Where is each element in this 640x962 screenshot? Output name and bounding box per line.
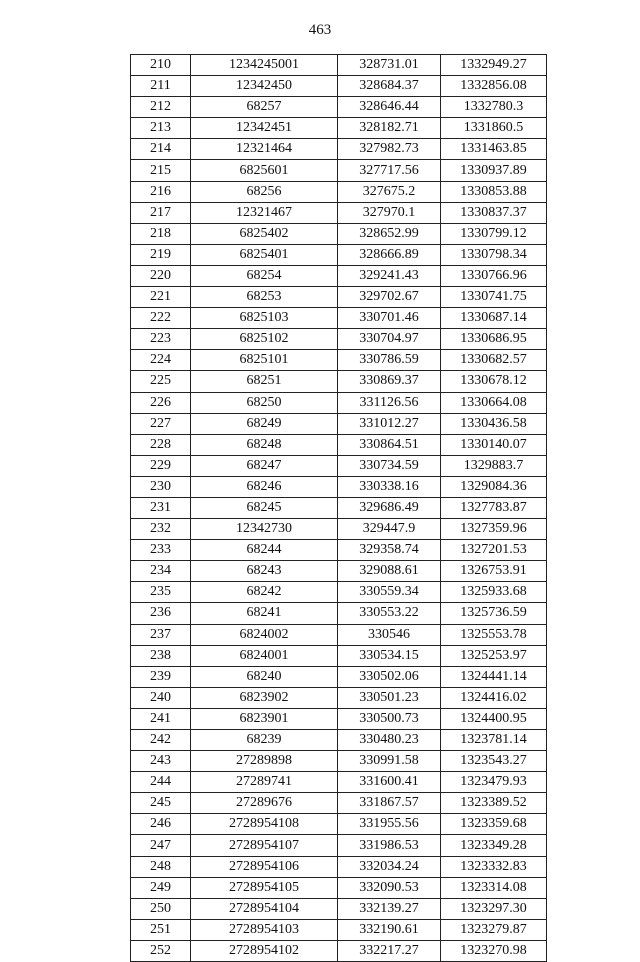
x-coordinate-cell: 329447.9 xyxy=(338,519,441,540)
y-coordinate-cell: 1323270.98 xyxy=(441,940,547,961)
point-id-cell: 6825103 xyxy=(191,308,338,329)
table-row xyxy=(131,97,547,118)
y-coordinate-cell: 1329883.7 xyxy=(441,455,547,476)
point-id-cell: 12342451 xyxy=(191,118,338,139)
y-coordinate-cell: 1323543.27 xyxy=(441,751,547,772)
y-coordinate-cell: 1330678.12 xyxy=(441,371,547,392)
table-row xyxy=(131,455,547,476)
row-index-cell: 248 xyxy=(131,856,191,877)
table-row xyxy=(131,244,547,265)
table-row xyxy=(131,181,547,202)
y-coordinate-cell: 1330799.12 xyxy=(441,223,547,244)
point-id-cell: 12321464 xyxy=(191,139,338,160)
x-coordinate-cell: 332139.27 xyxy=(338,898,441,919)
x-coordinate-cell: 328731.01 xyxy=(338,55,441,76)
row-index-cell: 251 xyxy=(131,919,191,940)
x-coordinate-cell: 329088.61 xyxy=(338,561,441,582)
point-id-cell: 6825601 xyxy=(191,160,338,181)
table-row xyxy=(131,919,547,940)
x-coordinate-cell: 330501.23 xyxy=(338,687,441,708)
coordinates-table xyxy=(130,54,547,962)
y-coordinate-cell: 1325933.68 xyxy=(441,582,547,603)
x-coordinate-cell: 328684.37 xyxy=(338,76,441,97)
row-index-cell: 212 xyxy=(131,97,191,118)
table-row xyxy=(131,582,547,603)
x-coordinate-cell: 330502.06 xyxy=(338,666,441,687)
row-index-cell: 240 xyxy=(131,687,191,708)
point-id-cell: 68256 xyxy=(191,181,338,202)
y-coordinate-cell: 1325553.78 xyxy=(441,624,547,645)
x-coordinate-cell: 330991.58 xyxy=(338,751,441,772)
table-row xyxy=(131,497,547,518)
table-row xyxy=(131,856,547,877)
x-coordinate-cell: 331867.57 xyxy=(338,793,441,814)
x-coordinate-cell: 330704.97 xyxy=(338,329,441,350)
row-index-cell: 222 xyxy=(131,308,191,329)
point-id-cell: 2728954106 xyxy=(191,856,338,877)
x-coordinate-cell: 330869.37 xyxy=(338,371,441,392)
x-coordinate-cell: 329358.74 xyxy=(338,540,441,561)
table-row xyxy=(131,835,547,856)
point-id-cell: 68257 xyxy=(191,97,338,118)
x-coordinate-cell: 330786.59 xyxy=(338,350,441,371)
y-coordinate-cell: 1332949.27 xyxy=(441,55,547,76)
point-id-cell: 68243 xyxy=(191,561,338,582)
point-id-cell: 6824001 xyxy=(191,645,338,666)
y-coordinate-cell: 1332856.08 xyxy=(441,76,547,97)
y-coordinate-cell: 1330766.96 xyxy=(441,265,547,286)
point-id-cell: 6825102 xyxy=(191,329,338,350)
table-row xyxy=(131,139,547,160)
row-index-cell: 217 xyxy=(131,202,191,223)
table-row xyxy=(131,308,547,329)
point-id-cell: 12321467 xyxy=(191,202,338,223)
table-row xyxy=(131,476,547,497)
table-row xyxy=(131,55,547,76)
y-coordinate-cell: 1324400.95 xyxy=(441,708,547,729)
table-row xyxy=(131,940,547,961)
y-coordinate-cell: 1325253.97 xyxy=(441,645,547,666)
point-id-cell: 6825402 xyxy=(191,223,338,244)
table-row xyxy=(131,687,547,708)
row-index-cell: 241 xyxy=(131,708,191,729)
x-coordinate-cell: 332090.53 xyxy=(338,877,441,898)
y-coordinate-cell: 1330741.75 xyxy=(441,287,547,308)
y-coordinate-cell: 1323279.87 xyxy=(441,919,547,940)
point-id-cell: 68245 xyxy=(191,497,338,518)
table-row xyxy=(131,603,547,624)
y-coordinate-cell: 1330664.08 xyxy=(441,392,547,413)
x-coordinate-cell: 330553.22 xyxy=(338,603,441,624)
y-coordinate-cell: 1324416.02 xyxy=(441,687,547,708)
row-index-cell: 216 xyxy=(131,181,191,202)
point-id-cell: 68246 xyxy=(191,476,338,497)
x-coordinate-cell: 331600.41 xyxy=(338,772,441,793)
row-index-cell: 252 xyxy=(131,940,191,961)
x-coordinate-cell: 332217.27 xyxy=(338,940,441,961)
y-coordinate-cell: 1323332.83 xyxy=(441,856,547,877)
x-coordinate-cell: 330534.15 xyxy=(338,645,441,666)
row-index-cell: 227 xyxy=(131,413,191,434)
table-row xyxy=(131,751,547,772)
point-id-cell: 2728954103 xyxy=(191,919,338,940)
row-index-cell: 233 xyxy=(131,540,191,561)
point-id-cell: 68248 xyxy=(191,434,338,455)
y-coordinate-cell: 1323389.52 xyxy=(441,793,547,814)
row-index-cell: 218 xyxy=(131,223,191,244)
x-coordinate-cell: 327970.1 xyxy=(338,202,441,223)
y-coordinate-cell: 1330798.34 xyxy=(441,244,547,265)
table-body xyxy=(131,55,547,962)
row-index-cell: 237 xyxy=(131,624,191,645)
row-index-cell: 230 xyxy=(131,476,191,497)
x-coordinate-cell: 331126.56 xyxy=(338,392,441,413)
y-coordinate-cell: 1332780.3 xyxy=(441,97,547,118)
row-index-cell: 238 xyxy=(131,645,191,666)
x-coordinate-cell: 332190.61 xyxy=(338,919,441,940)
row-index-cell: 243 xyxy=(131,751,191,772)
x-coordinate-cell: 328652.99 xyxy=(338,223,441,244)
table-row xyxy=(131,202,547,223)
row-index-cell: 231 xyxy=(131,497,191,518)
x-coordinate-cell: 330734.59 xyxy=(338,455,441,476)
row-index-cell: 249 xyxy=(131,877,191,898)
table-row xyxy=(131,561,547,582)
table-row xyxy=(131,118,547,139)
table-row xyxy=(131,265,547,286)
table-row xyxy=(131,329,547,350)
table-row xyxy=(131,708,547,729)
table-row xyxy=(131,371,547,392)
y-coordinate-cell: 1323314.08 xyxy=(441,877,547,898)
x-coordinate-cell: 329686.49 xyxy=(338,497,441,518)
y-coordinate-cell: 1330682.57 xyxy=(441,350,547,371)
table-row xyxy=(131,877,547,898)
point-id-cell: 68247 xyxy=(191,455,338,476)
table-row xyxy=(131,898,547,919)
x-coordinate-cell: 330480.23 xyxy=(338,730,441,751)
point-id-cell: 12342730 xyxy=(191,519,338,540)
y-coordinate-cell: 1331463.85 xyxy=(441,139,547,160)
x-coordinate-cell: 330338.16 xyxy=(338,476,441,497)
y-coordinate-cell: 1331860.5 xyxy=(441,118,547,139)
x-coordinate-cell: 330864.51 xyxy=(338,434,441,455)
y-coordinate-cell: 1329084.36 xyxy=(441,476,547,497)
x-coordinate-cell: 330701.46 xyxy=(338,308,441,329)
table-row xyxy=(131,730,547,751)
y-coordinate-cell: 1324441.14 xyxy=(441,666,547,687)
y-coordinate-cell: 1323349.28 xyxy=(441,835,547,856)
point-id-cell: 68244 xyxy=(191,540,338,561)
table-row xyxy=(131,434,547,455)
y-coordinate-cell: 1327359.96 xyxy=(441,519,547,540)
table-row xyxy=(131,287,547,308)
y-coordinate-cell: 1330853.88 xyxy=(441,181,547,202)
point-id-cell: 27289898 xyxy=(191,751,338,772)
row-index-cell: 246 xyxy=(131,814,191,835)
row-index-cell: 225 xyxy=(131,371,191,392)
point-id-cell: 68239 xyxy=(191,730,338,751)
x-coordinate-cell: 331986.53 xyxy=(338,835,441,856)
y-coordinate-cell: 1323781.14 xyxy=(441,730,547,751)
point-id-cell: 68251 xyxy=(191,371,338,392)
point-id-cell: 6825401 xyxy=(191,244,338,265)
row-index-cell: 214 xyxy=(131,139,191,160)
row-index-cell: 250 xyxy=(131,898,191,919)
table-row xyxy=(131,76,547,97)
table-row xyxy=(131,540,547,561)
row-index-cell: 220 xyxy=(131,265,191,286)
table-row xyxy=(131,392,547,413)
y-coordinate-cell: 1327783.87 xyxy=(441,497,547,518)
x-coordinate-cell: 331955.56 xyxy=(338,814,441,835)
y-coordinate-cell: 1330140.07 xyxy=(441,434,547,455)
point-id-cell: 6823901 xyxy=(191,708,338,729)
x-coordinate-cell: 328666.89 xyxy=(338,244,441,265)
point-id-cell: 68249 xyxy=(191,413,338,434)
y-coordinate-cell: 1327201.53 xyxy=(441,540,547,561)
row-index-cell: 247 xyxy=(131,835,191,856)
row-index-cell: 210 xyxy=(131,55,191,76)
y-coordinate-cell: 1330937.89 xyxy=(441,160,547,181)
point-id-cell: 68241 xyxy=(191,603,338,624)
point-id-cell: 27289741 xyxy=(191,772,338,793)
point-id-cell: 2728954105 xyxy=(191,877,338,898)
row-index-cell: 211 xyxy=(131,76,191,97)
row-index-cell: 221 xyxy=(131,287,191,308)
row-index-cell: 226 xyxy=(131,392,191,413)
row-index-cell: 215 xyxy=(131,160,191,181)
table-row xyxy=(131,645,547,666)
table-row xyxy=(131,160,547,181)
row-index-cell: 234 xyxy=(131,561,191,582)
row-index-cell: 223 xyxy=(131,329,191,350)
table-row xyxy=(131,413,547,434)
x-coordinate-cell: 330500.73 xyxy=(338,708,441,729)
row-index-cell: 229 xyxy=(131,455,191,476)
point-id-cell: 6824002 xyxy=(191,624,338,645)
row-index-cell: 242 xyxy=(131,730,191,751)
table-row xyxy=(131,223,547,244)
row-index-cell: 236 xyxy=(131,603,191,624)
row-index-cell: 245 xyxy=(131,793,191,814)
row-index-cell: 219 xyxy=(131,244,191,265)
point-id-cell: 27289676 xyxy=(191,793,338,814)
x-coordinate-cell: 327717.56 xyxy=(338,160,441,181)
table-row xyxy=(131,519,547,540)
y-coordinate-cell: 1330686.95 xyxy=(441,329,547,350)
point-id-cell: 1234245001 xyxy=(191,55,338,76)
x-coordinate-cell: 327982.73 xyxy=(338,139,441,160)
table-row xyxy=(131,350,547,371)
x-coordinate-cell: 330559.34 xyxy=(338,582,441,603)
point-id-cell: 68250 xyxy=(191,392,338,413)
table-row xyxy=(131,814,547,835)
x-coordinate-cell: 329702.67 xyxy=(338,287,441,308)
y-coordinate-cell: 1326753.91 xyxy=(441,561,547,582)
y-coordinate-cell: 1330436.58 xyxy=(441,413,547,434)
point-id-cell: 6823902 xyxy=(191,687,338,708)
x-coordinate-cell: 327675.2 xyxy=(338,181,441,202)
point-id-cell: 68254 xyxy=(191,265,338,286)
point-id-cell: 68242 xyxy=(191,582,338,603)
x-coordinate-cell: 331012.27 xyxy=(338,413,441,434)
point-id-cell: 68253 xyxy=(191,287,338,308)
row-index-cell: 228 xyxy=(131,434,191,455)
y-coordinate-cell: 1330837.37 xyxy=(441,202,547,223)
x-coordinate-cell: 328646.44 xyxy=(338,97,441,118)
table-row xyxy=(131,624,547,645)
x-coordinate-cell: 332034.24 xyxy=(338,856,441,877)
point-id-cell: 68240 xyxy=(191,666,338,687)
y-coordinate-cell: 1330687.14 xyxy=(441,308,547,329)
point-id-cell: 2728954107 xyxy=(191,835,338,856)
x-coordinate-cell: 328182.71 xyxy=(338,118,441,139)
y-coordinate-cell: 1323479.93 xyxy=(441,772,547,793)
row-index-cell: 244 xyxy=(131,772,191,793)
table-row xyxy=(131,666,547,687)
point-id-cell: 2728954108 xyxy=(191,814,338,835)
page-number: 463 xyxy=(308,22,332,38)
row-index-cell: 224 xyxy=(131,350,191,371)
point-id-cell: 6825101 xyxy=(191,350,338,371)
row-index-cell: 235 xyxy=(131,582,191,603)
x-coordinate-cell: 330546 xyxy=(338,624,441,645)
row-index-cell: 239 xyxy=(131,666,191,687)
row-index-cell: 213 xyxy=(131,118,191,139)
point-id-cell: 2728954104 xyxy=(191,898,338,919)
point-id-cell: 2728954102 xyxy=(191,940,338,961)
table-row xyxy=(131,793,547,814)
y-coordinate-cell: 1323359.68 xyxy=(441,814,547,835)
row-index-cell: 232 xyxy=(131,519,191,540)
y-coordinate-cell: 1325736.59 xyxy=(441,603,547,624)
table-row xyxy=(131,772,547,793)
x-coordinate-cell: 329241.43 xyxy=(338,265,441,286)
point-id-cell: 12342450 xyxy=(191,76,338,97)
y-coordinate-cell: 1323297.30 xyxy=(441,898,547,919)
